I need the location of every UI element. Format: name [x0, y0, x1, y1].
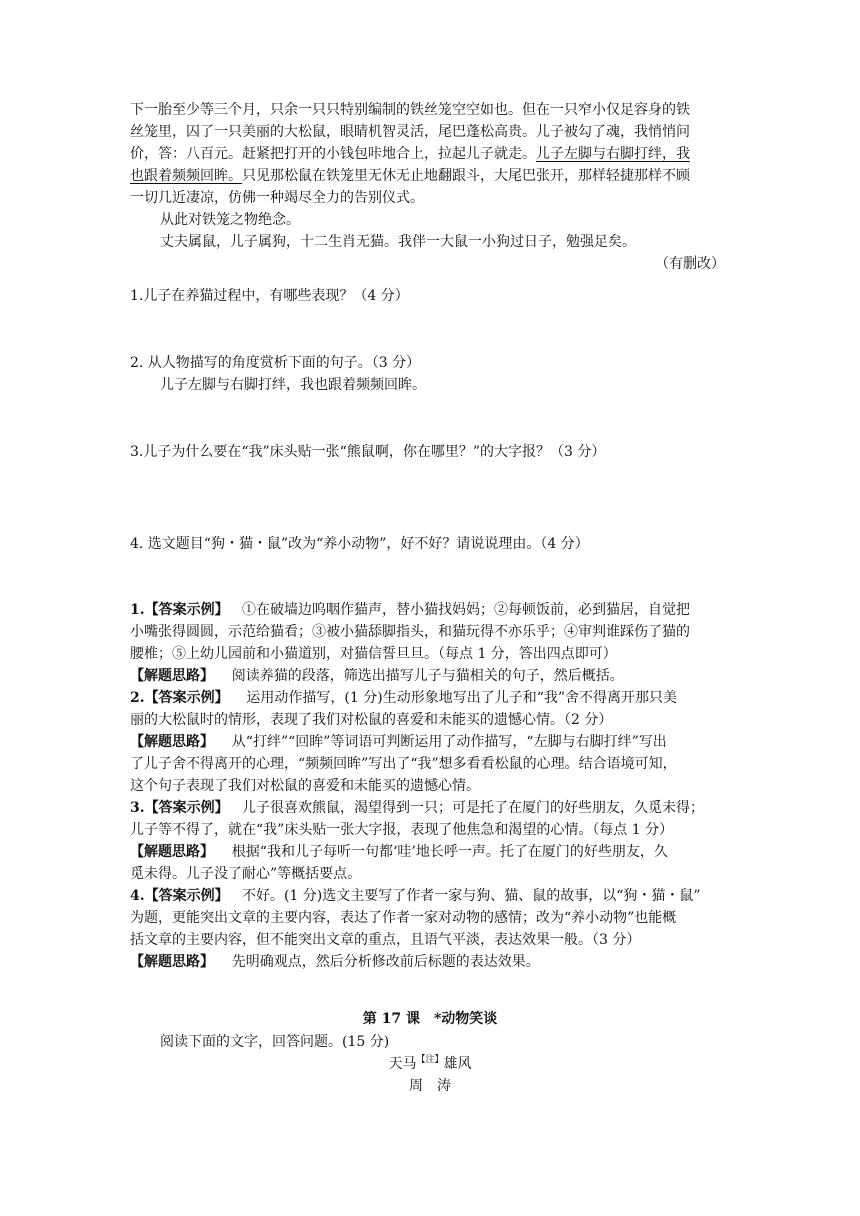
hint-3 — [130, 841, 730, 863]
story-line: 下一胎至少等三个月，只余一只只特别编制的铁丝笼空空如也。但在一只窄小仅足容身的铁 — [130, 102, 690, 118]
reading-instruction: 阅读下面的文字，回答问题。(15 分) — [160, 1034, 390, 1050]
answer-text: 运用动作描写，(1 分)生动形象地写出了儿子和“我”舍不得离开那只美 — [228, 690, 678, 706]
article-title — [130, 1053, 730, 1075]
article-title-text: 天马 — [388, 1056, 417, 1072]
story-line: 丝笼里，囚了一只美丽的大松鼠，眼睛机智灵活，尾巴蓬松高贵。儿子被勾了魂，我悄悄问 — [130, 124, 690, 140]
lesson-title: 第 17 课 *动物笑谈 — [362, 1011, 498, 1027]
hint-text: 从“打绊”“回眸”等词语可判断运用了动作描写，“左脚与右脚打绊”写出 — [214, 734, 667, 750]
hint-text: 根据“我和儿子每听一句都‘哇’地长呼一声。托了在厦门的好些朋友，久 — [214, 844, 668, 860]
hint-4 — [130, 951, 730, 973]
question-4: 4. 选文题目“狗・猫・鼠”改为“养小动物”，好不好？请说说理由。（4 分） — [130, 536, 589, 552]
underlined-sentence: 也跟着频频回眸。 — [130, 168, 242, 184]
answer-1-line: 小嘴张得圆圆，示范给猫看；③被小猫舔脚指头，和猫玩得不亦乐乎；④审判谁踩伤了猫的 — [130, 624, 690, 640]
hint-text: 先明确观点，然后分析修改前后标题的表达效果。 — [214, 954, 540, 970]
hint-2-line: 了儿子舍不得离开的心理，“频频回眸”写出了“我”想多看看松鼠的心理。结合语境可知， — [130, 756, 677, 772]
answer-tag: 1.【答案示例】 — [130, 602, 229, 618]
question-1: 1.儿子在养猫过程中，有哪些表现？（4 分） — [130, 288, 409, 304]
question-2-quote: 儿子左脚与右脚打绊，我也跟着频频回眸。 — [160, 377, 426, 393]
story-paragraph: 丈夫属鼠，儿子属狗，十二生肖无猫。我伴一大鼠一小狗过日子，勉强足矣。 — [160, 234, 636, 250]
answer-3 — [130, 797, 730, 819]
answer-1 — [130, 599, 730, 621]
answer-4 — [130, 885, 730, 907]
answer-3-line: 儿子等不得了，就在“我”床头贴一张大字报，表现了他焦急和渴望的心情。（每点 1 分） — [130, 822, 674, 838]
answer-2-line: 丽的大松鼠时的情形，表现了我们对松鼠的喜爱和未能买的遗憾心情。（2 分） — [130, 712, 613, 728]
source-note: （有删改） — [655, 256, 725, 272]
story-line — [130, 165, 730, 187]
answer-1-line: 腰椎；⑤上幼儿园前和小猫道别，对猫信誓旦旦。（每点 1 分，答出四点即可） — [130, 646, 617, 662]
answer-tag: 4.【答案示例】 — [130, 888, 229, 904]
answer-text: 儿子很喜欢熊鼠，渴望得到一只；可是托了在厦门的好些朋友，久觅未得； — [228, 800, 704, 816]
hint-1 — [130, 665, 730, 687]
hint-tag: 【解题思路】 — [130, 844, 214, 860]
hint-tag: 【解题思路】 — [130, 668, 214, 684]
story-paragraph: 从此对铁笼之物绝念。 — [160, 212, 300, 228]
answer-tag: 3.【答案示例】 — [130, 800, 229, 816]
underlined-sentence: 儿子左脚与右脚打绊，我 — [536, 146, 690, 162]
answer-2 — [130, 687, 730, 709]
answer-4-line: 括文章的主要内容，但不能突出文章的重点，且语气平淡，表达效果一般。（3 分） — [130, 932, 641, 948]
article-title-text: 雄风 — [443, 1056, 472, 1072]
hint-2-line: 这个句子表现了我们对松鼠的喜爱和未能买的遗憾心情。 — [130, 778, 480, 794]
answer-4-line: 为题，更能突出文章的主要内容，表达了作者一家对动物的感情；改为“养小动物”也能概 — [130, 910, 677, 926]
answer-text: 不好。(1 分)选文主要写了作者一家与狗、猫、鼠的故事，以“狗・猫・鼠” — [228, 888, 701, 904]
question-2: 2. 从人物描写的角度赏析下面的句子。（3 分） — [130, 355, 421, 371]
story-line — [130, 143, 730, 165]
story-text: 只见那松鼠在铁笼里无休无止地翻跟斗，大尾巴张开，那样轻捷那样不顾 — [242, 168, 690, 184]
question-3: 3.儿子为什么要在“我”床头贴一张“熊鼠啊，你在哪里？”的大字报？（3 分） — [130, 444, 606, 460]
footnote-marker: 【注】 — [416, 1055, 444, 1065]
answer-text: ①在破墙边呜咽作猫声，替小猫找妈妈；②每顿饭前，必到猫居，自觉把 — [228, 602, 690, 618]
story-text: 价，答：八百元。赶紧把打开的小钱包咔地合上，拉起儿子就走。 — [130, 146, 536, 162]
story-line: 一切几近凄凉，仿佛一种竭尽全力的告别仪式。 — [130, 190, 424, 206]
hint-tag: 【解题思路】 — [130, 954, 214, 970]
hint-tag: 【解题思路】 — [130, 734, 214, 750]
answer-tag: 2.【答案示例】 — [130, 690, 229, 706]
hint-3-line: 觅未得。儿子没了耐心”等概括要点。 — [130, 866, 362, 882]
hint-text: 阅读养猫的段落，筛选出描写儿子与猫相关的句子，然后概括。 — [214, 668, 624, 684]
article-author: 周 涛 — [409, 1078, 451, 1094]
hint-2 — [130, 731, 730, 753]
